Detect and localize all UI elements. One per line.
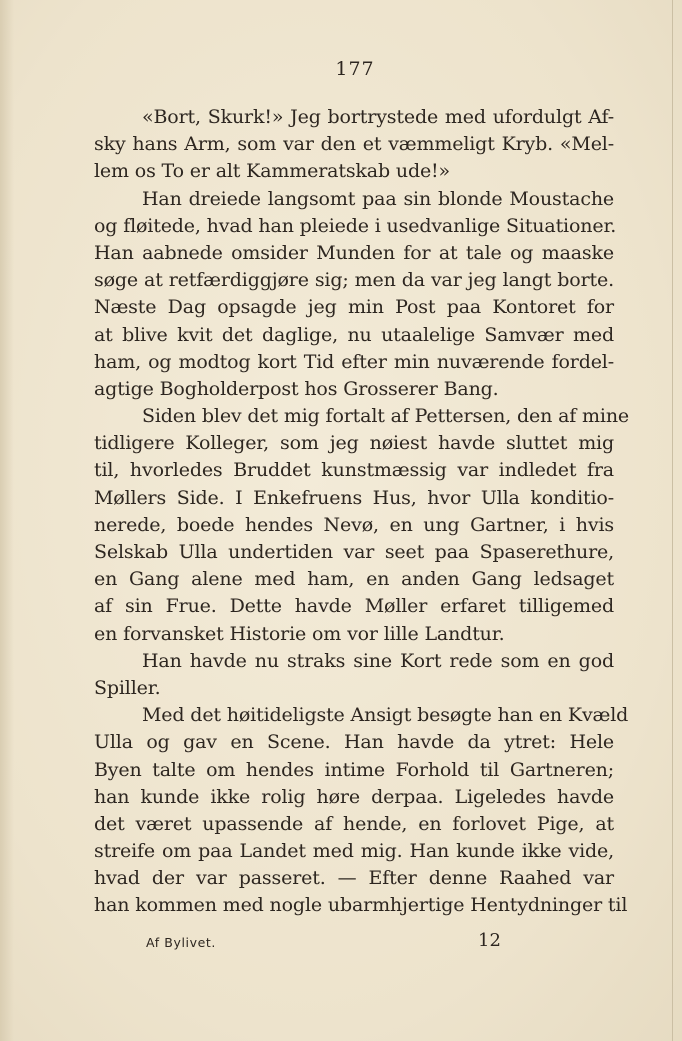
page-right-edge-line [672, 0, 673, 1041]
text-line: ham, og modtog kort Tid efter min nuværende fordel- [94, 350, 614, 373]
text-line: streife om paa Landet med mig. Han kunde ikke vide, [94, 840, 614, 863]
page-footer [146, 930, 526, 954]
text-line: det været upassende af hende, en forlovet Pige, at [94, 812, 614, 835]
text-line: Møllers Side. I Enkefruens Hus, hvor Ulla konditio- [94, 486, 614, 509]
text-line: og fløitede, hvad han pleiede i usedvanlige Situationer. [94, 214, 617, 237]
body-text [94, 104, 630, 920]
text-line: nerede, boede hendes Nevø, en ung Gartner, i hvis [94, 513, 614, 536]
text-line: Næste Dag opsagde jeg min Post paa Kontoret for [94, 296, 614, 319]
text-line: af sin Frue. Dette havde Møller erfaret tilligemed [94, 595, 614, 618]
text-line: «Bort, Skurk!» Jeg bortrystede med ufordulgt Af- [142, 106, 614, 128]
page-number: 177 [335, 58, 375, 80]
text-line: lem os To er alt Kammeratskab ude!» [94, 160, 451, 183]
text-line: Selskab Ulla undertiden var seet paa Spaserethure, [94, 541, 614, 563]
text-line: han kunde ikke rolig høre derpaa. Ligeledes havde [94, 785, 614, 808]
text-line: han kommen med nogle ubarmhjertige Hentydninger til [94, 894, 628, 917]
text-line: Han aabnede omsider Munden for at tale og maaske [94, 241, 614, 264]
text-line: sky hans Arm, som var den et væmmeligt Kryb. «Mel- [94, 133, 614, 156]
text-line: Han dreiede langsomt paa sin blonde Moustache [142, 187, 614, 210]
text-line: Byen talte om hendes intime Forhold til Gartneren; [94, 758, 614, 781]
text-line: Ulla og gav en Scene. Han havde da ytret: Hele [94, 731, 614, 754]
text-line: tidligere Kolleger, som jeg nøiest havde sluttet mig [94, 432, 614, 455]
text-line: en Gang alene med ham, en anden Gang ledsaget [94, 568, 614, 591]
signature-title: Af Bylivet. [146, 935, 216, 950]
text-line: en forvansket Historie om vor lille Landtur. [94, 622, 505, 645]
page-left-edge-shadow [0, 0, 14, 1041]
text-line: søge at retfærdiggjøre sig; men da var jeg langt borte. [94, 269, 614, 292]
text-line: Han havde nu straks sine Kort rede som en god [142, 649, 614, 672]
text-line: agtige Bogholderpost hos Grosserer Bang. [94, 377, 499, 400]
text-line: Med det høitideligste Ansigt besøgte han en Kvæld [142, 704, 629, 727]
signature-mark: 12 [478, 930, 501, 951]
text-line: hvad der var passeret. — Efter denne Raahed var [94, 867, 614, 890]
text-line: at blive kvit det daglige, nu utaalelige Samvær med [94, 323, 614, 346]
text-line: Siden blev det mig fortalt af Pettersen, den af mine [142, 405, 630, 428]
text-line: til, hvorledes Bruddet kunstmæssig var indledet fra [94, 459, 614, 482]
text-line: Spiller. [94, 676, 161, 699]
